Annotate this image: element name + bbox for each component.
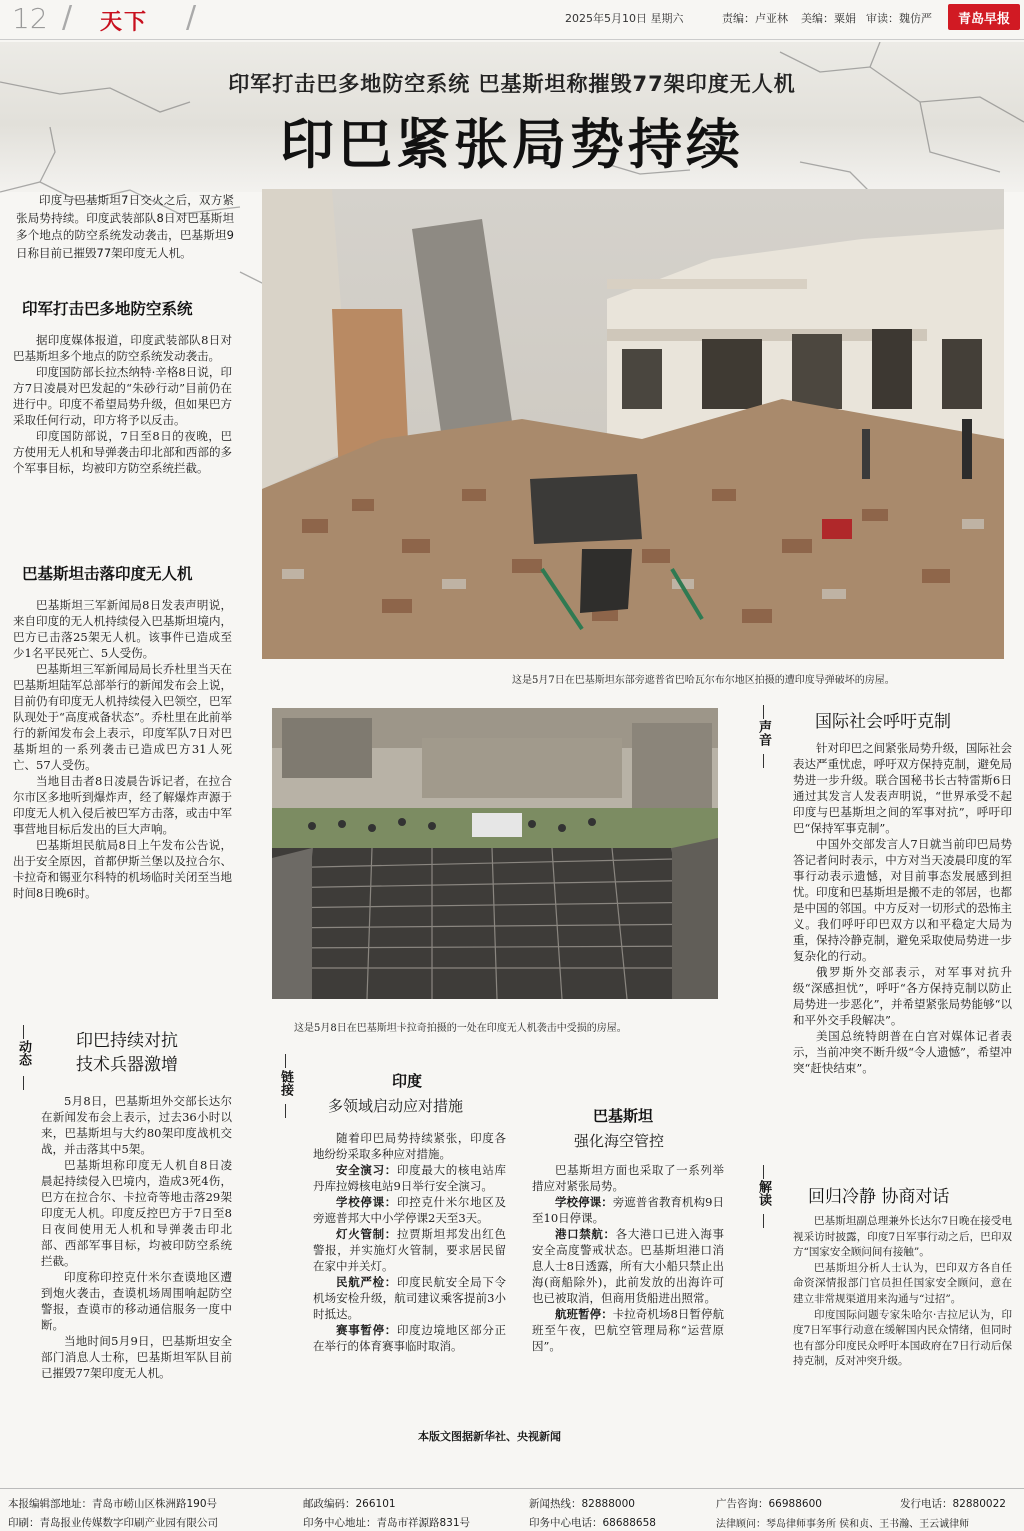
section-heading: 印巴持续对抗: [76, 1031, 178, 1051]
footer-printer: 印刷：青岛报业传媒数字印刷产业园有限公司: [8, 1517, 218, 1529]
section-heading: 技术兵器激增: [76, 1055, 178, 1075]
measure-text: 卡拉奇机场8日暂停航班至午夜，巴航空管理局称“运营原因”。: [532, 1307, 724, 1353]
measure-item: [313, 1162, 506, 1194]
paragraph: 巴基斯坦民航局8日上午发布公告说，出于安全原因，首都伊斯兰堡以及拉合尔、卡拉奇和锡亚尔科特的机场临时关闭至当地时间8日晚6时。: [13, 838, 232, 900]
proofreader-credit: 审读：魏仿严: [866, 12, 932, 25]
paragraph: 针对印巴之间紧张局势升级，国际社会表达严重忧虑，呼吁双方保持克制，避免局势进一步升级。联合国秘书长古特雷斯6日通过其发言人发表声明说，“世界承受不起印度与巴基斯坦之间的军事对抗”，呼吁印巴“保持军事克制”。: [793, 741, 1012, 835]
paragraph: 巴基斯坦三军新闻局8日发表声明说，来自印度的无人机持续侵入巴基斯坦境内，巴方已击落25架无人机。该事件已造成至少1名平民死亡、5人受伤。: [13, 598, 232, 660]
article-body: [793, 740, 1012, 1076]
photo-caption: 这是5月8日在巴基斯坦卡拉奇拍摄的一处在印度无人机袭击中受损的房屋。: [294, 1023, 627, 1034]
damaged-house-photo: [272, 708, 718, 999]
divider-slash: /: [186, 0, 197, 35]
page-number: 12: [12, 2, 48, 35]
paragraph: 当地目击者8日凌晨告诉记者，在拉合尔市区多地听到爆炸声，经了解爆炸声源于印度无人机入侵后被巴军方击落，或击中军事营地目标后发出的巨大声响。: [13, 774, 232, 836]
label-bar: [23, 1076, 24, 1090]
paragraph: 巴基斯坦三军新闻局局长乔杜里当天在巴基斯坦陆军总部举行的新闻发布会上说，目前仍有印度无人机持续侵入巴领空，巴军队现处于“高度戒备状态”。乔杜里在此前举行的新闻发布会上表示，印度军队7日对巴基斯坦的一系列袭击已造成巴方31人死亡、57人受伤。: [13, 662, 232, 772]
country-heading: 巴基斯坦: [593, 1107, 654, 1125]
measure-key: 安全演习：: [336, 1163, 397, 1177]
measure-key: 航班暂停：: [555, 1307, 613, 1321]
footer-postcode: 邮政编码：266101: [303, 1498, 396, 1510]
label-bar: [285, 1104, 286, 1118]
measure-key: 民航严检：: [336, 1275, 397, 1289]
paragraph: 巴基斯坦称印度无人机自8日凌晨起持续侵入巴境内，造成3死4伤，巴方在拉合尔、卡拉奇等地击落29架印度无人机。印度反控巴方于7日至8日夜间使用无人机和导弹袭击印北部、西部军事目标，均被印防空系统拦截。: [41, 1158, 232, 1268]
column-label: 解读: [756, 1180, 771, 1206]
paragraph: 当地时间5月9日，巴基斯坦安全部门消息人士称，巴基斯坦军队目前已摧毁77架印度无人机。: [41, 1334, 232, 1380]
footer-print-address: 印务中心地址：青岛市祥源路831号: [303, 1517, 471, 1529]
article-body: [793, 1214, 1012, 1370]
article-body: [13, 597, 232, 901]
measure-item: [532, 1226, 724, 1306]
sub-headline: 印军打击巴多地防空系统 巴基斯坦称摧毁77架印度无人机: [228, 72, 796, 96]
divider-slash: /: [62, 0, 73, 35]
article-body: [13, 332, 232, 476]
column-label: 链接: [278, 1070, 293, 1096]
paragraph: 印度国防部说，7日至8日的夜晚，巴方使用无人机和导弹袭击印北部和西部的多个军事目标，均被印方防空系统拦截。: [13, 429, 232, 475]
paragraph: 随着印巴局势持续紧张，印度各地纷纷采取多种应对措施。: [313, 1131, 506, 1161]
label-bar: [23, 1025, 24, 1039]
page-footer: [0, 1488, 1024, 1531]
section-heading: 巴基斯坦击落印度无人机: [22, 565, 193, 583]
art-editor-credit: 美编：粟娟: [801, 12, 856, 25]
measure-key: 灯火管制：: [336, 1227, 397, 1241]
measure-item: [313, 1226, 506, 1274]
measure-item: [313, 1274, 506, 1322]
measure-text: 旁遮普省教育机构9日至10日停课。: [532, 1195, 724, 1225]
article-body: [532, 1162, 724, 1354]
paragraph: 美国总统特朗普在白宫对媒体记者表示，当前冲突不断升级“令人遗憾”，希望冲突“赶快结束”。: [793, 1029, 1012, 1075]
issue-date: 2025年5月10日 星期六: [565, 12, 684, 25]
measure-text: 印度边境地区部分正在举行的体育赛事临时取消。: [313, 1323, 507, 1353]
column-label: 声音: [756, 720, 771, 746]
lead-paragraph: 印度与巴基斯坦7日交火之后，双方紧张局势持续。印度武装部队8日对巴基斯坦多个地点的防空系统发动袭击，巴基斯坦9日称目前已摧毁77架印度无人机。: [16, 193, 234, 260]
paragraph: 巴基斯坦方面也采取了一系列举措应对紧张局势。: [532, 1163, 724, 1193]
paragraph: 巴基斯坦副总理兼外长达尔7日晚在接受电视采访时披露，印度7日军事行动之后，巴印双方“国家安全顾问间有接触”。: [793, 1215, 1012, 1259]
paragraph: 巴基斯坦分析人士认为，巴印双方各自任命资深情报部门官员担任国家安全顾问，意在建立非常规渠道用来沟通与“过招”。: [793, 1261, 1012, 1305]
main-headline: 印巴紧张局势持续: [280, 113, 744, 176]
photo-caption: 这是5月7日在巴基斯坦东部旁遮普省巴哈瓦尔布尔地区拍摄的遭印度导弹破坏的房屋。: [512, 675, 895, 686]
measure-text: 印度民航安全局下令机场安检升级，航司建议乘客提前3小时抵达。: [313, 1275, 507, 1321]
label-bar: [285, 1054, 286, 1068]
newspaper-logo: 青岛早报: [948, 4, 1020, 30]
paragraph: 印度国防部长拉杰纳特·辛格8日说，印方7日凌晨对巴发起的“朱砂行动”目前仍在进行中。印度不希望局势升级，但如果巴方采取任何行动，印方将予以反击。: [13, 365, 232, 427]
measure-key: 赛事暂停：: [336, 1323, 397, 1337]
footer-news-hotline: 新闻热线：82888000: [529, 1498, 635, 1510]
label-bar: [763, 1165, 764, 1179]
section-title: 天下: [100, 10, 149, 35]
footer-ad-phone: 广告咨询：66988600: [716, 1498, 822, 1510]
column-label: 动态: [16, 1040, 31, 1066]
measure-text: 印度最大的核电站库丹库拉姆核电站9日举行安全演习。: [313, 1163, 507, 1193]
measure-item: [313, 1194, 506, 1226]
country-subheading: 多领域启动应对措施: [328, 1097, 464, 1115]
damaged-house-illustration: [272, 708, 718, 999]
section-heading: 印军打击巴多地防空系统: [22, 300, 193, 318]
article-body: [313, 1130, 506, 1354]
source-credit: 本版文图据新华社、央视新闻: [418, 1430, 561, 1443]
paragraph: 印度称印控克什米尔查谟地区遭到炮火袭击，查谟机场周围响起防空警报，查谟市的移动通信服务一度中断。: [41, 1270, 232, 1332]
footer-distribution-phone: 发行电话：82880022: [900, 1498, 1006, 1510]
paragraph: 中国外交部发言人7日就当前印巴局势答记者问时表示，中方对当天凌晨印度的军事行动表示遗憾，对目前事态发展感到担忧。印度和巴基斯坦是搬不走的邻居，也都是中国的邻国。中方反对一切形式的恐怖主义。我们呼吁印巴双方以和平稳定大局为重，保持冷静克制，避免采取使局势进一步复杂化的行动。: [793, 837, 1012, 963]
country-heading: 印度: [392, 1072, 423, 1090]
measure-item: [313, 1322, 506, 1354]
measure-key: 学校停课：: [336, 1195, 397, 1209]
footer-address: 本报编辑部地址：青岛市崂山区株洲路190号: [8, 1498, 218, 1510]
paragraph: 印度国际问题专家朱哈尔·吉拉尼认为，印度7日军事行动意在缓解国内民众情绪，但同时也有部分印度民众呼吁本国政府在7日行动后保持克制，反对冲突升级。: [793, 1308, 1012, 1368]
rubble-illustration: [262, 189, 1004, 659]
measure-text: 拉贾斯坦邦发出红色警报，并实施灯火管制，要求居民留在家中并关灯。: [313, 1227, 507, 1273]
editor-credit: 责编：卢亚林: [722, 12, 788, 25]
paragraph: 据印度媒体报道，印度武装部队8日对巴基斯坦多个地点的防空系统发动袭击。: [13, 333, 232, 363]
section-heading: 回归冷静 协商对话: [808, 1187, 950, 1207]
footer-print-phone: 印务中心电话：68688658: [529, 1517, 656, 1529]
label-bar: [763, 754, 764, 768]
measure-text: 各大港口已进入海事安全高度警戒状态。巴基斯坦港口消息人士8日透露，所有大小船只禁止出海(商船除外)，此前发放的出海许可也已被取消，但商用货船进出照常。: [532, 1227, 725, 1305]
measure-text: 印控克什米尔地区及旁遮普邦大中小学停课2天至3天。: [313, 1195, 507, 1225]
measure-key: 港口禁航：: [555, 1227, 616, 1241]
measure-item: [532, 1306, 724, 1354]
section-heading: 国际社会呼吁克制: [815, 712, 951, 732]
measure-item: [532, 1194, 724, 1226]
article-body: [41, 1093, 232, 1381]
footer-legal-counsel: 法律顾问：琴岛律师事务所 侯和贞、王书瀚、王云诚律师: [716, 1519, 970, 1530]
label-bar: [763, 1214, 764, 1228]
measure-key: 学校停课：: [555, 1195, 613, 1209]
label-bar: [763, 705, 764, 719]
destroyed-house-photo: [262, 189, 1004, 659]
paragraph: 5月8日，巴基斯坦外交部长达尔在新闻发布会上表示，过去36小时以来，巴基斯坦与大约80架印度战机交战，并击落其中5架。: [41, 1094, 232, 1156]
paragraph: 俄罗斯外交部表示，对军事对抗升级“深感担忧”，呼吁“各方保持克制以防止局势进一步恶化”，并希望紧张局势能够“以和平外交手段解决”。: [793, 965, 1012, 1027]
country-subheading: 强化海空管控: [574, 1132, 665, 1150]
